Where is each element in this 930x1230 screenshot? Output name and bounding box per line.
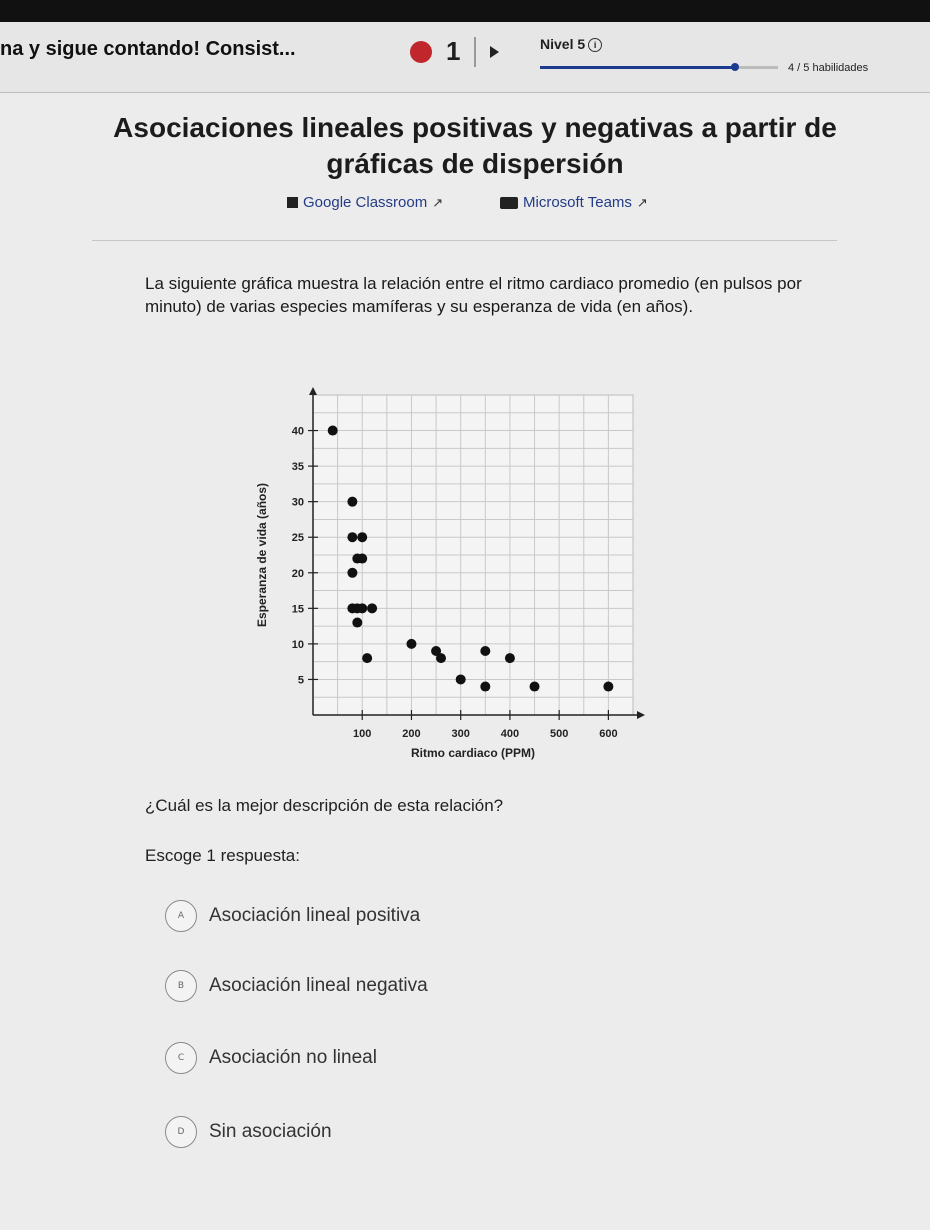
data-point (480, 646, 490, 656)
flame-icon (405, 36, 436, 67)
breadcrumb-title[interactable]: na y sigue contando! Consist... (0, 38, 296, 60)
level-label (540, 36, 602, 52)
option-d[interactable] (165, 1116, 332, 1148)
data-point (480, 682, 490, 692)
option-a[interactable] (165, 900, 420, 932)
choose-instruction: Escoge 1 respuesta: (145, 846, 300, 865)
data-point (357, 603, 367, 613)
level-progress-fill (540, 66, 735, 69)
data-point (328, 426, 338, 436)
option-b[interactable] (165, 970, 428, 1002)
skills-count: 4 / 5 habilidades (788, 62, 869, 74)
info-icon[interactable]: i (588, 38, 602, 52)
streak-count: 1 (446, 36, 461, 66)
section-divider (92, 240, 837, 241)
data-point (362, 653, 372, 663)
y-tick-label: 15 (291, 603, 304, 616)
x-tick-label: 200 (402, 728, 421, 740)
data-point (530, 682, 540, 692)
data-point (456, 674, 466, 684)
streak-widget (410, 36, 499, 67)
data-point (347, 532, 357, 542)
option-d-label: Sin asociación (209, 1121, 332, 1142)
option-b-label: Asociación lineal negativa (209, 975, 428, 996)
x-axis-label: Ritmo cardiaco (PPM) (410, 746, 536, 760)
external-link-icon: ↗ (636, 194, 648, 210)
x-tick-label: 500 (549, 728, 569, 740)
play-icon[interactable] (490, 46, 499, 58)
option-c[interactable] (165, 1042, 377, 1074)
y-tick-label: 40 (291, 425, 304, 438)
google-classroom-link[interactable] (287, 194, 443, 211)
scatter-plot-svg (250, 385, 660, 775)
option-b-radio[interactable]: B (165, 970, 197, 1002)
data-point (347, 497, 357, 507)
x-tick-label: 300 (451, 728, 470, 740)
scatter-chart (250, 385, 660, 775)
microsoft-teams-label: Microsoft Teams (523, 194, 632, 211)
question-text: ¿Cuál es la mejor descripción de esta relación? (145, 796, 504, 815)
x-axis-arrow (637, 711, 645, 719)
x-tick-label: 400 (500, 728, 520, 740)
microsoft-teams-icon (500, 197, 518, 209)
data-point (357, 532, 367, 542)
y-tick-label: 30 (291, 496, 304, 509)
data-point (406, 639, 416, 649)
data-point (603, 682, 613, 692)
data-point (367, 603, 377, 613)
option-c-radio[interactable]: C (165, 1042, 197, 1074)
divider (474, 37, 476, 67)
external-link-icon: ↗ (432, 194, 444, 210)
data-point (505, 653, 515, 663)
y-tick-label: 5 (297, 674, 304, 687)
google-classroom-label: Google Classroom (303, 194, 428, 211)
problem-intro: La siguiente gráfica muestra la relación entre el ritmo cardiaco promedio (en pulsos por minuto) de varias especies mamíferas y su esperanza de vida (en años). (145, 274, 802, 316)
x-tick-label: 100 (353, 728, 372, 740)
page-title: Asociaciones lineales positivas y negativas a partir de gráficas de dispersión (113, 112, 837, 179)
microsoft-teams-link[interactable] (500, 194, 648, 211)
option-c-label: Asociación no lineal (209, 1047, 377, 1068)
browser-top-bar (0, 0, 930, 22)
y-tick-label: 20 (291, 567, 304, 580)
option-d-radio[interactable]: D (165, 1116, 197, 1148)
google-classroom-icon (287, 197, 298, 208)
y-tick-label: 25 (291, 532, 304, 545)
level-text: Nivel 5 (540, 36, 586, 52)
data-point (352, 618, 362, 628)
level-progress-bar (540, 66, 778, 69)
y-tick-label: 35 (291, 461, 304, 474)
data-point (436, 653, 446, 663)
x-tick-label: 600 (599, 728, 618, 740)
data-point (357, 554, 367, 564)
data-point (347, 568, 357, 578)
option-a-label: Asociación lineal positiva (209, 905, 421, 926)
y-axis-arrow (309, 387, 317, 395)
y-axis-label: Esperanza de vida (años) (255, 482, 269, 628)
option-a-radio[interactable]: A (165, 900, 197, 932)
y-tick-label: 10 (291, 638, 304, 651)
